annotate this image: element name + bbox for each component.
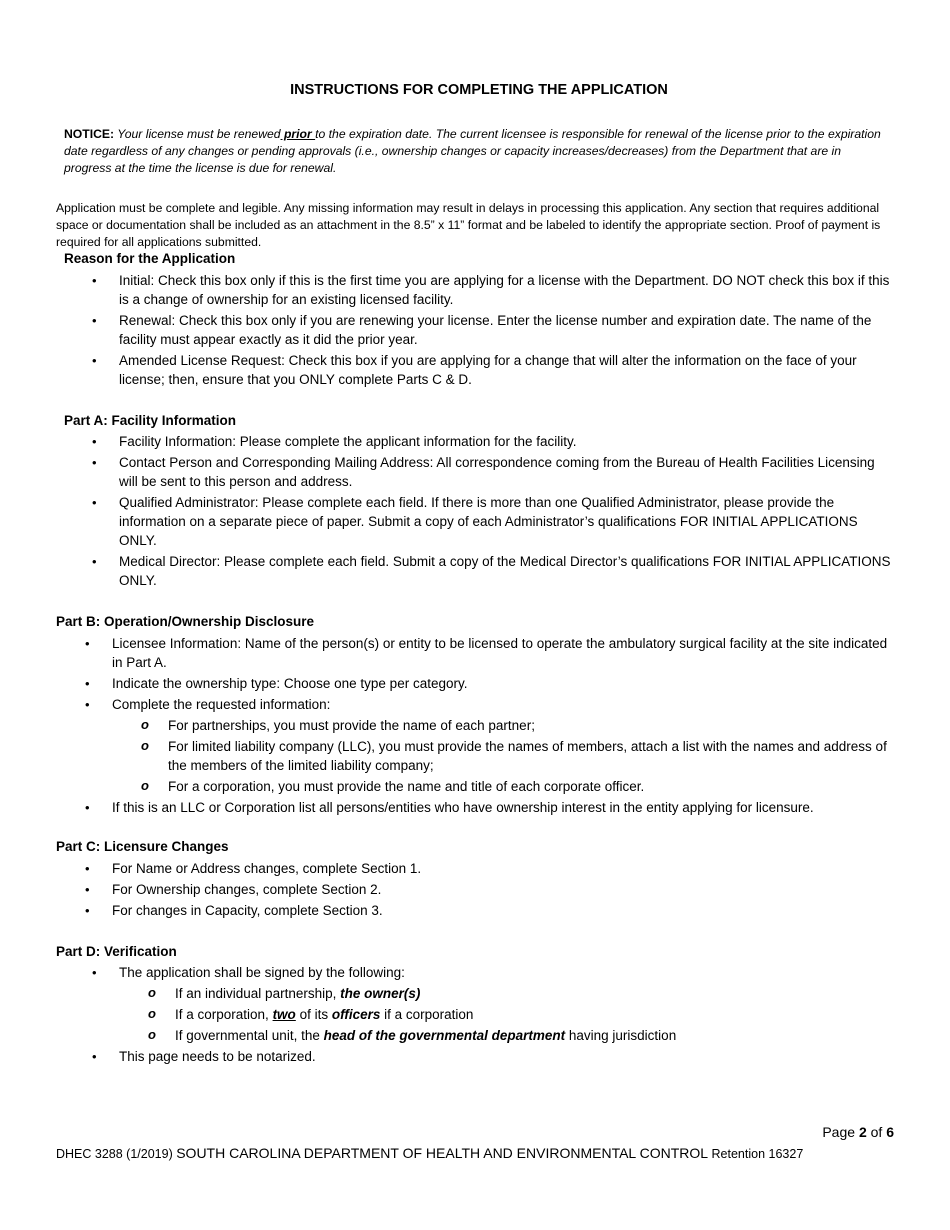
page-current: 2 <box>858 1124 867 1140</box>
footer-retention: Retention 16327 <box>711 1147 804 1161</box>
part-d-list <box>119 963 894 1068</box>
footer <box>56 1145 803 1161</box>
page-total: 6 <box>886 1124 894 1140</box>
part-b-heading: Part B: Operation/Ownership Disclosure <box>56 614 315 629</box>
notice-text-after: to the expiration date. The current licensee is responsible for renewal of the license prior to the expiration date regardless of any changes or pending approvals (i.e., ownership changes or capacity increases/decreases) from the Department that are in progress at the time the license is due for renewal. <box>64 127 881 175</box>
list-item <box>112 695 894 796</box>
list-item <box>119 963 894 1045</box>
list-item: • Amended License Request: Check this box if you are applying for a change that will alter the information on the face of your license; then, ensure that you ONLY complete Parts C & D. <box>119 351 894 389</box>
sub-text: If a corporation, <box>175 1007 273 1022</box>
sub-list-item: o For partnerships, you must provide the name of each partner; <box>168 716 894 735</box>
list-item: • Facility Information: Please complete the applicant information for the facility. <box>119 432 894 451</box>
notice-label: NOTICE: <box>64 127 115 141</box>
part-a-heading: Part A: Facility Information <box>64 413 237 428</box>
part-d-sublist <box>119 984 894 1045</box>
part-d-heading: Part D: Verification <box>56 944 177 959</box>
sub-list-item: o For limited liability company (LLC), you must provide the names of members, attach a list with the names and address of the members of the limited liability company; <box>168 737 894 775</box>
list-item: • Indicate the ownership type: Choose one type per category. <box>112 674 894 693</box>
list-item: • Initial: Check this box only if this is the first time you are applying for a license with the Department. DO NOT check this box if this is a change of ownership for an existing licensed facility. <box>119 271 894 309</box>
notice-paragraph <box>64 126 890 177</box>
part-b-sublist <box>112 716 894 796</box>
list-item: • Licensee Information: Name of the person(s) or entity to be licensed to operate the ambulatory surgical facility at the site indicated in Part A. <box>112 634 894 672</box>
list-item: • Qualified Administrator: Please complete each field. If there is more than one Qualified Administrator, please provide the information on a separate piece of paper. Submit a copy of each Administrator’s qualifications FOR INITIAL APPLICATIONS ONLY. <box>119 493 894 550</box>
notice-emphasis: prior <box>280 127 316 141</box>
page-label: Page <box>822 1124 856 1140</box>
part-c-heading: Part C: Licensure Changes <box>56 839 229 854</box>
footer-form-number: DHEC 3288 (1/2019) <box>56 1147 173 1161</box>
list-item: • For Name or Address changes, complete Section 1. <box>112 859 894 878</box>
sub-list-item <box>175 1005 894 1024</box>
sub-text: If governmental unit, the <box>175 1028 324 1043</box>
list-item: • Renewal: Check this box only if you are renewing your license. Enter the license number and expiration date. The name of the facility must appear exactly as it did the prior year. <box>119 311 894 349</box>
list-item: • For changes in Capacity, complete Section 3. <box>112 901 894 920</box>
list-item: • For Ownership changes, complete Section 2. <box>112 880 894 899</box>
list-item: • Contact Person and Corresponding Mailing Address: All correspondence coming from the Bureau of Health Facilities Licensing will be sent to this person and address. <box>119 453 894 491</box>
part-a-list <box>119 432 894 592</box>
sub-emphasis: two <box>272 1007 296 1022</box>
sub-text: having jurisdiction <box>565 1028 677 1043</box>
sub-list-item: o For a corporation, you must provide the name and title of each corporate officer. <box>168 777 894 796</box>
page-number <box>822 1124 894 1140</box>
sub-emphasis: the owner(s) <box>340 986 421 1001</box>
list-item-label: The application shall be signed by the following: <box>119 965 405 980</box>
part-b-list <box>112 634 894 819</box>
reason-heading: Reason for the Application <box>64 251 236 266</box>
footer-agency: SOUTH CAROLINA DEPARTMENT OF HEALTH AND ENVIRONMENTAL CONTROL <box>176 1145 709 1161</box>
notice-text-before: Your license must be renewed <box>117 127 281 141</box>
sub-text: of its <box>295 1007 332 1022</box>
list-item-label: Complete the requested information: <box>112 697 331 712</box>
reason-list <box>119 271 894 391</box>
sub-text: If an individual partnership, <box>175 986 341 1001</box>
list-item: • Medical Director: Please complete each field. Submit a copy of the Medical Director’s qualifications FOR INITIAL APPLICATIONS ONLY. <box>119 552 894 590</box>
page-of: of <box>870 1124 883 1140</box>
intro-paragraph: Application must be complete and legible. Any missing information may result in delays in processing this application. Any section that requires additional space or documentation shall be included as an attachment in the 8.5” x 11” format and be labeled to identify the appropriate section. Proof of payment is required for all applications submitted. <box>56 201 881 249</box>
list-item: • If this is an LLC or Corporation list all persons/entities who have ownership interest in the entity applying for licensure. <box>112 798 894 817</box>
sub-emphasis: officers <box>331 1007 381 1022</box>
sub-list-item <box>175 1026 894 1045</box>
sub-list-item <box>175 984 894 1003</box>
page-title: INSTRUCTIONS FOR COMPLETING THE APPLICATION <box>290 82 668 98</box>
part-c-list <box>112 859 894 922</box>
sub-emphasis: head of the governmental department <box>323 1028 566 1043</box>
sub-text: if a corporation <box>380 1007 474 1022</box>
list-item: • This page needs to be notarized. <box>119 1047 894 1066</box>
